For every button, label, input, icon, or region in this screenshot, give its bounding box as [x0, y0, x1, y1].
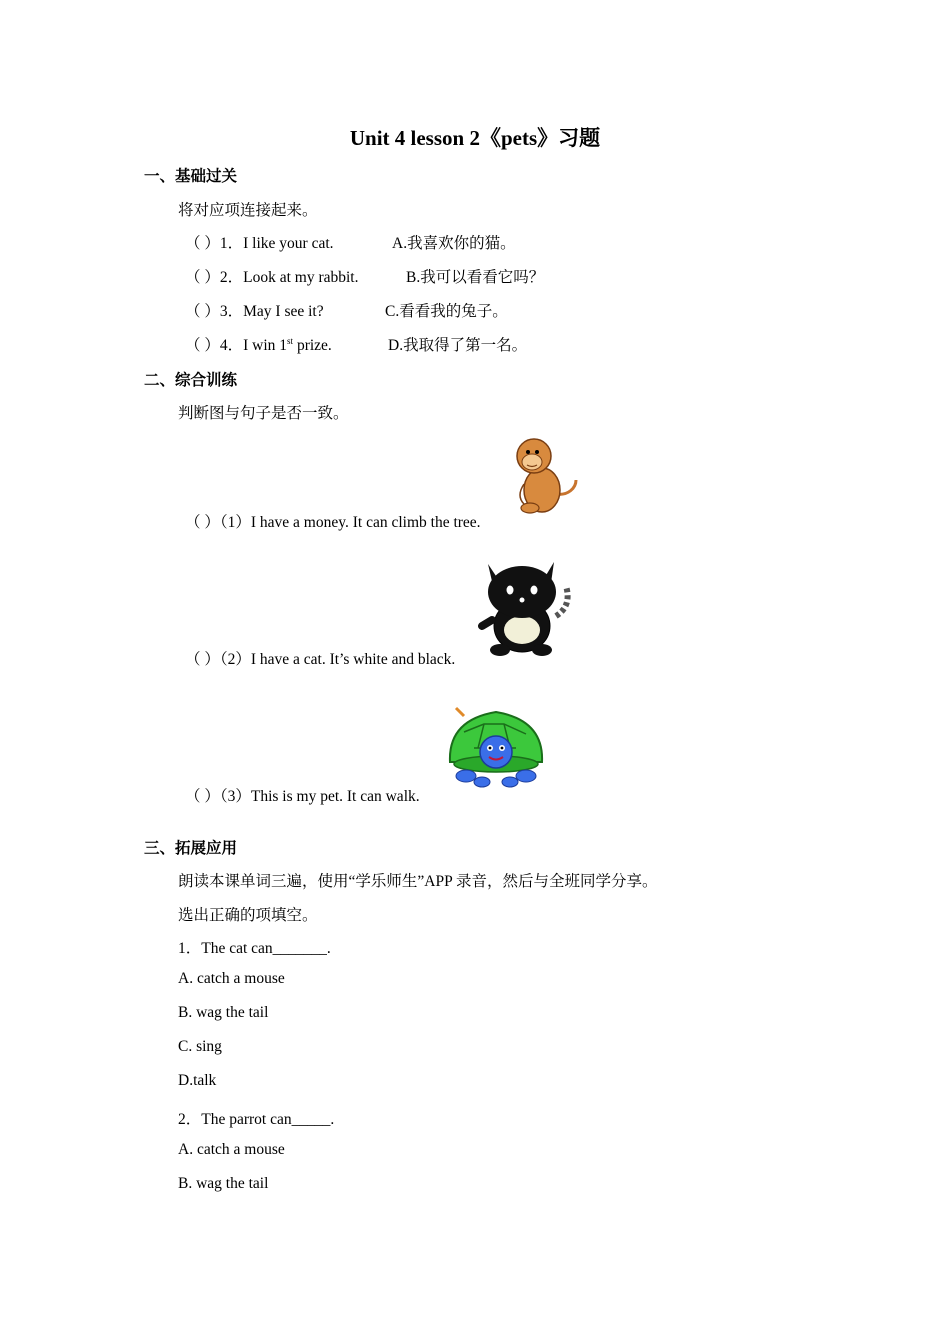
- match-item-3-chinese: C.看看我的兔子。: [385, 303, 508, 320]
- page-title: Unit 4 lesson 2《pets》习题: [349, 126, 601, 150]
- judge-item-1: （ ）（1）I have a money. It can climb the tree.: [185, 514, 481, 531]
- section1-instruction: 将对应项连接起来。: [178, 202, 318, 219]
- section3-instruction-recording: 朗读本课单词三遍，使用“学乐师生”APP 录音，然后与全班同学分享。: [178, 873, 658, 890]
- cat-picture: [478, 556, 576, 658]
- match-item-2-chinese: B.我可以看看它吗？: [406, 269, 545, 286]
- match-item-1-english: （ ）1．I like your cat.: [185, 235, 334, 252]
- match-item-4-chinese: D.我取得了第一名。: [388, 337, 528, 354]
- question-2-option-a: A. catch a mouse: [178, 1141, 285, 1158]
- section3-heading: 三、拓展应用: [144, 840, 238, 857]
- monkey-picture: [506, 434, 580, 516]
- question-1: 1．The cat can_______.: [178, 940, 331, 957]
- match-item-2-english: （ ）2．Look at my rabbit.: [185, 269, 359, 286]
- match-item-3-english: （ ）3．May I see it?: [185, 303, 324, 320]
- section2-instruction: 判断图与句子是否一致。: [178, 405, 349, 422]
- question-2: 2．The parrot can_____.: [178, 1111, 335, 1128]
- judge-item-3: （ ）（3）This is my pet. It can walk.: [185, 788, 420, 805]
- judge-item-2: （ ）（2）I have a cat. It’s white and black.: [185, 651, 456, 668]
- match-item-1-chinese: A.我喜欢你的猫。: [392, 235, 516, 252]
- question-1-option-a: A. catch a mouse: [178, 970, 285, 987]
- question-2-option-b: B. wag the tail: [178, 1175, 269, 1192]
- turtle-picture: [444, 702, 548, 794]
- question-1-option-d: D.talk: [178, 1072, 217, 1089]
- section3-instruction-choose: 选出正确的项填空。: [178, 907, 318, 924]
- section1-heading: 一、基础过关: [144, 168, 238, 185]
- question-1-option-c: C. sing: [178, 1038, 222, 1055]
- question-1-option-b: B. wag the tail: [178, 1004, 269, 1021]
- match-item-4-english: （ ）4．I win 1st prize.: [185, 336, 332, 354]
- section2-heading: 二、综合训练: [144, 372, 238, 389]
